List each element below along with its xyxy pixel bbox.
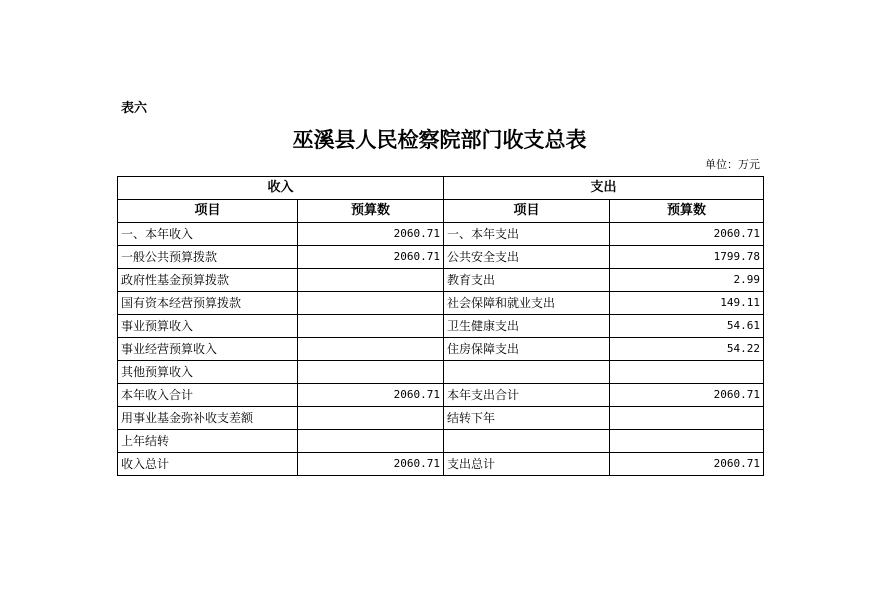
table-row bbox=[118, 384, 764, 407]
expense-value: 54.22 bbox=[610, 338, 764, 361]
table-row bbox=[118, 361, 764, 384]
income-value bbox=[298, 269, 444, 292]
expense-item: 公共安全支出 bbox=[444, 246, 610, 269]
income-budget-column-header: 预算数 bbox=[298, 200, 444, 223]
table-row bbox=[118, 292, 764, 315]
expense-item: 本年支出合计 bbox=[444, 384, 610, 407]
table-row bbox=[118, 430, 764, 453]
expense-item bbox=[444, 430, 610, 453]
expense-value bbox=[610, 430, 764, 453]
table-row bbox=[118, 315, 764, 338]
table-row bbox=[118, 407, 764, 430]
income-value bbox=[298, 338, 444, 361]
expense-value bbox=[610, 361, 764, 384]
expense-value: 149.11 bbox=[610, 292, 764, 315]
expense-item-column-header: 项目 bbox=[444, 200, 610, 223]
expense-value bbox=[610, 407, 764, 430]
unit-note: 单位：万元 bbox=[705, 158, 760, 171]
expense-value: 1799.78 bbox=[610, 246, 764, 269]
income-value: 2060.71 bbox=[298, 246, 444, 269]
expense-item: 社会保障和就业支出 bbox=[444, 292, 610, 315]
income-value: 2060.71 bbox=[298, 453, 444, 476]
table-row bbox=[118, 453, 764, 476]
section-header-row bbox=[118, 177, 764, 200]
income-item: 收入总计 bbox=[118, 453, 298, 476]
income-item: 事业预算收入 bbox=[118, 315, 298, 338]
expense-section-header: 支出 bbox=[444, 177, 764, 200]
expense-item: 住房保障支出 bbox=[444, 338, 610, 361]
income-item: 一般公共预算拨款 bbox=[118, 246, 298, 269]
expense-item: 支出总计 bbox=[444, 453, 610, 476]
income-value bbox=[298, 292, 444, 315]
income-item-column-header: 项目 bbox=[118, 200, 298, 223]
table-number-label: 表六 bbox=[121, 101, 148, 116]
table-row bbox=[118, 223, 764, 246]
expense-item: 卫生健康支出 bbox=[444, 315, 610, 338]
expense-item: 结转下年 bbox=[444, 407, 610, 430]
income-section-header: 收入 bbox=[118, 177, 444, 200]
income-item: 事业经营预算收入 bbox=[118, 338, 298, 361]
expense-value: 2060.71 bbox=[610, 223, 764, 246]
expense-budget-column-header: 预算数 bbox=[610, 200, 764, 223]
document-title: 巫溪县人民检察院部门收支总表 bbox=[292, 127, 587, 152]
income-value: 2060.71 bbox=[298, 384, 444, 407]
income-value bbox=[298, 407, 444, 430]
expense-item bbox=[444, 361, 610, 384]
column-header-row bbox=[118, 200, 764, 223]
expense-item: 教育支出 bbox=[444, 269, 610, 292]
expense-value: 2.99 bbox=[610, 269, 764, 292]
income-value: 2060.71 bbox=[298, 223, 444, 246]
income-value bbox=[298, 361, 444, 384]
table-row bbox=[118, 246, 764, 269]
expense-item: 一、本年支出 bbox=[444, 223, 610, 246]
expense-value: 2060.71 bbox=[610, 453, 764, 476]
income-expense-summary-table bbox=[117, 176, 764, 476]
income-value bbox=[298, 430, 444, 453]
income-value bbox=[298, 315, 444, 338]
table-row bbox=[118, 338, 764, 361]
expense-value: 54.61 bbox=[610, 315, 764, 338]
income-item: 上年结转 bbox=[118, 430, 298, 453]
income-item: 国有资本经营预算拨款 bbox=[118, 292, 298, 315]
income-item: 本年收入合计 bbox=[118, 384, 298, 407]
table-row bbox=[118, 269, 764, 292]
expense-value: 2060.71 bbox=[610, 384, 764, 407]
income-item: 政府性基金预算拨款 bbox=[118, 269, 298, 292]
income-item: 用事业基金弥补收支差额 bbox=[118, 407, 298, 430]
income-item: 其他预算收入 bbox=[118, 361, 298, 384]
income-item: 一、本年收入 bbox=[118, 223, 298, 246]
